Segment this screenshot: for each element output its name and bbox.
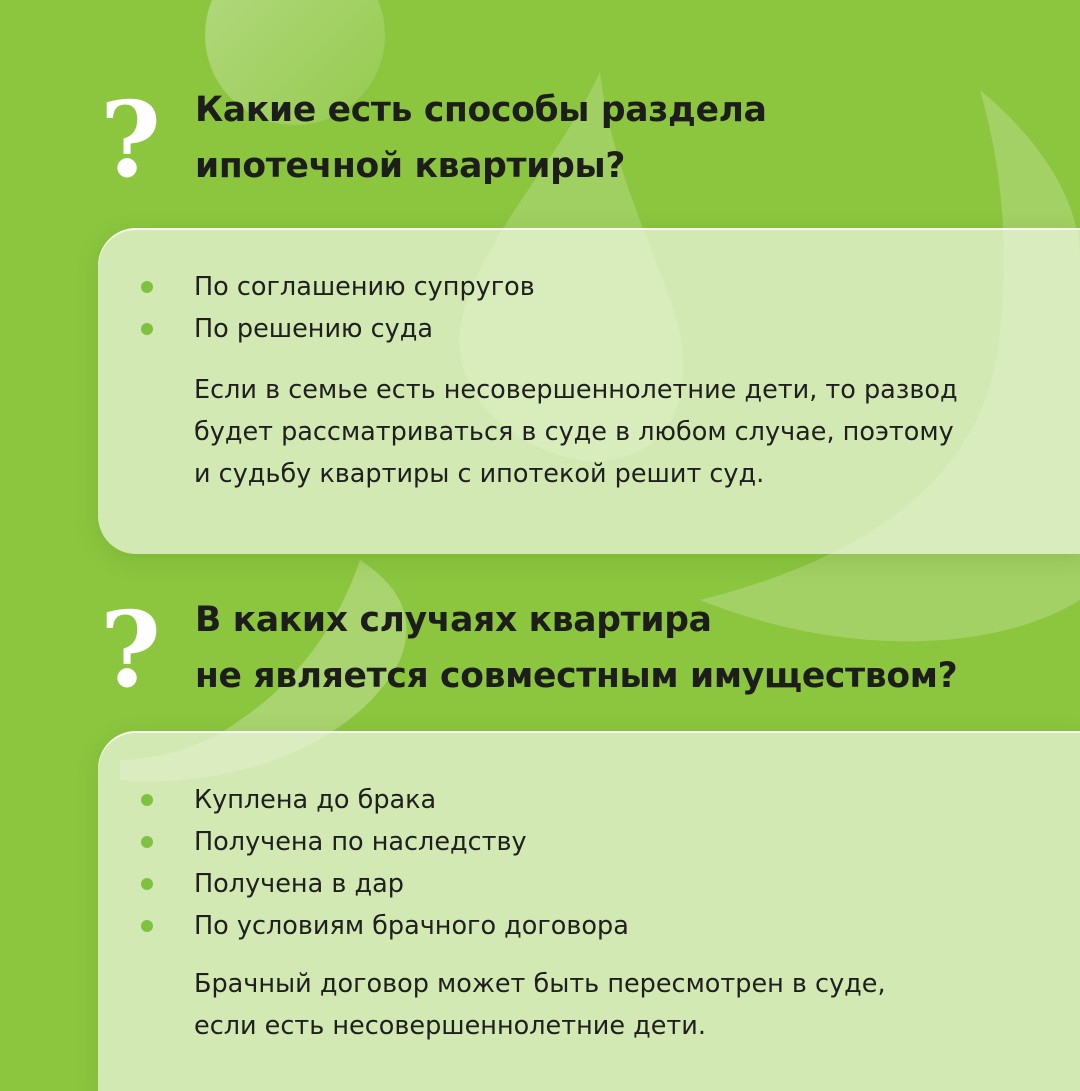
exceptions-list xyxy=(138,779,629,947)
list-item xyxy=(138,863,629,905)
note-text xyxy=(194,369,958,495)
list-item xyxy=(138,779,629,821)
info-card-division-methods xyxy=(98,228,1080,554)
note-line: Если в семье есть несовершеннолетние дети, то развод xyxy=(194,375,958,405)
note-line: если есть несовершеннолетние дети. xyxy=(194,1011,706,1041)
heading-line: не является совместным имуществом? xyxy=(195,656,958,696)
heading-line: В каких случаях квартира xyxy=(195,600,712,640)
bullet-dot-icon xyxy=(141,878,153,890)
list-item xyxy=(138,905,629,947)
question-mark-icon: ? xyxy=(100,588,161,711)
list-item-text: Получена по наследству xyxy=(194,827,527,857)
list-item-text: Куплена до брака xyxy=(194,785,437,815)
note-line: будет рассматриваться в суде в любом случае, поэтому xyxy=(194,417,954,447)
methods-list xyxy=(138,266,535,350)
note-line: Брачный договор может быть пересмотрен в суде, xyxy=(194,969,886,999)
list-item xyxy=(138,821,629,863)
bullet-dot-icon xyxy=(141,836,153,848)
question-mark-icon: ? xyxy=(100,78,161,201)
bullet-dot-icon xyxy=(141,323,153,335)
bullet-dot-icon xyxy=(141,920,153,932)
info-card-exceptions xyxy=(98,731,1080,1091)
list-item-text: По решению суда xyxy=(194,314,433,344)
heading-line: Какие есть способы раздела xyxy=(195,90,767,130)
section-heading-mortgage-division xyxy=(195,82,767,194)
list-item-text: По условиям брачного договора xyxy=(194,911,629,941)
section-heading-not-joint-property xyxy=(195,592,957,704)
list-item xyxy=(138,308,535,350)
heading-line: ипотечной квартиры? xyxy=(195,146,626,186)
list-item-text: Получена в дар xyxy=(194,869,404,899)
note-line: и судьбу квартиры с ипотекой решит суд. xyxy=(194,459,765,489)
bullet-dot-icon xyxy=(141,794,153,806)
note-text xyxy=(194,963,886,1047)
list-item xyxy=(138,266,535,308)
list-item-text: По соглашению супругов xyxy=(194,272,535,302)
bullet-dot-icon xyxy=(141,281,153,293)
